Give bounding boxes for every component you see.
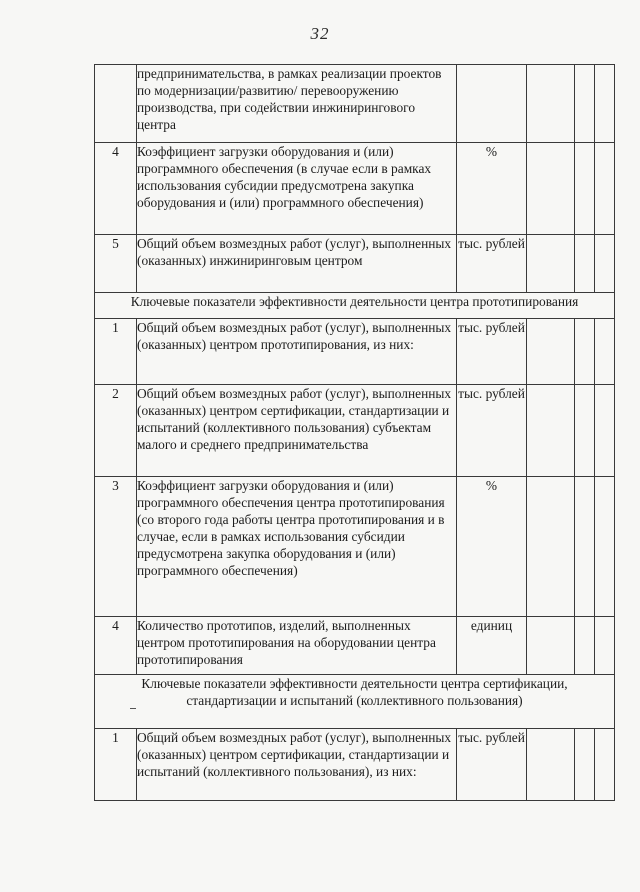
value-cell: [527, 235, 575, 293]
value-cell: [575, 385, 595, 477]
value-cell: [527, 617, 575, 675]
unit-of-measure: тыс. рублей: [457, 729, 527, 801]
value-cell: [595, 319, 615, 385]
table-row: [95, 477, 615, 617]
value-cell: [595, 65, 615, 143]
row-number: [95, 65, 137, 143]
unit-of-measure: единиц: [457, 617, 527, 675]
row-number: 4: [95, 143, 137, 235]
unit-of-measure: тыс. рублей: [457, 235, 527, 293]
unit-of-measure: тыс. рублей: [457, 385, 527, 477]
value-cell: [575, 235, 595, 293]
page-number: 32: [310, 24, 330, 43]
table-row: [95, 319, 615, 385]
section-header-row: [95, 675, 615, 729]
indicator-name: Коэффициент загрузки оборудования и (или) программного обеспечения центра прототипирования (со второго года работы центра прототипирования и в случае, если в рамках использования субсидии предусмотрена закупка оборудования и (или) программного обеспечения): [137, 477, 457, 617]
table-row: [95, 235, 615, 293]
indicator-name: Общий объем возмездных работ (услуг), выполненных (оказанных) инжиниринговым центром: [137, 235, 457, 293]
indicator-name: Общий объем возмездных работ (услуг), выполненных (оказанных) центром сертификации, стандартизации и испытаний (коллективного пользования) субъектам малого и среднего предпринимательства: [137, 385, 457, 477]
indicator-name: Коэффициент загрузки оборудования и (или) программного обеспечения (в случае если в рамках использования субсидии предусмотрена закупка оборудования и (или) программного обеспечения): [137, 143, 457, 235]
indicator-name: предпринимательства, в рамках реализации проектов по модернизации/развитию/ перевооружению производства, при содействии инжинирингового центра: [137, 65, 457, 143]
row-number: 1: [95, 319, 137, 385]
value-cell: [575, 477, 595, 617]
scan-mark: [130, 708, 136, 709]
value-cell: [527, 319, 575, 385]
unit-of-measure: тыс. рублей: [457, 319, 527, 385]
section-title: Ключевые показатели эффективности деятельности центра сертификации, стандартизации и испытаний (коллективного пользования): [95, 675, 615, 729]
table-row: [95, 729, 615, 801]
indicators-table: [94, 64, 615, 801]
table-row: [95, 385, 615, 477]
unit-of-measure: %: [457, 477, 527, 617]
unit-of-measure: %: [457, 143, 527, 235]
value-cell: [575, 617, 595, 675]
value-cell: [595, 477, 615, 617]
table-row: [95, 143, 615, 235]
indicator-name: Общий объем возмездных работ (услуг), выполненных (оказанных) центром сертификации, стандартизации и испытаний (коллективного пользования), из них:: [137, 729, 457, 801]
value-cell: [527, 65, 575, 143]
value-cell: [575, 143, 595, 235]
value-cell: [595, 729, 615, 801]
value-cell: [575, 319, 595, 385]
value-cell: [527, 729, 575, 801]
table-row: [95, 65, 615, 143]
value-cell: [575, 729, 595, 801]
indicator-name: Общий объем возмездных работ (услуг), выполненных (оказанных) центром прототипирования, из них:: [137, 319, 457, 385]
row-number: 1: [95, 729, 137, 801]
section-title: Ключевые показатели эффективности деятельности центра прототипирования: [95, 293, 615, 319]
row-number: 5: [95, 235, 137, 293]
value-cell: [595, 235, 615, 293]
value-cell: [527, 385, 575, 477]
row-number: 2: [95, 385, 137, 477]
value-cell: [527, 143, 575, 235]
row-number: 3: [95, 477, 137, 617]
row-number: 4: [95, 617, 137, 675]
value-cell: [527, 477, 575, 617]
indicator-name: Количество прототипов, изделий, выполненных центром прототипирования на оборудовании центра прототипирования: [137, 617, 457, 675]
value-cell: [595, 143, 615, 235]
value-cell: [595, 617, 615, 675]
value-cell: [575, 65, 595, 143]
unit-of-measure: [457, 65, 527, 143]
section-header-row: [95, 293, 615, 319]
value-cell: [595, 385, 615, 477]
table-row: [95, 617, 615, 675]
